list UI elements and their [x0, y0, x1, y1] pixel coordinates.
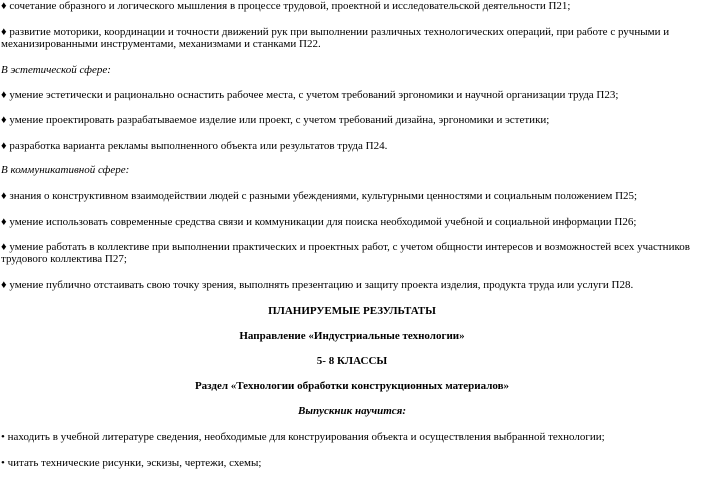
bullet-find-information: • находить в учебной литературе сведения, необходимые для конструирования объекта и осуществления выбранной технологии; — [1, 431, 605, 443]
paragraph-p27-line1: ♦ умение работать в коллективе при выполнении практических и проектных работ, с учетом общности интересов и возможностей всех участников — [1, 241, 690, 253]
paragraph-p22-line2: механизированными инструментами, механизмами и станками П22. — [1, 38, 321, 50]
paragraph-p23: ♦ умение эстетически и рационально оснастить рабочее места, с учетом требований эргономики и научной организации труда П23; — [1, 89, 619, 101]
paragraph-p28: ♦ умение публично отстаивать свою точку зрения, выполнять презентацию и защиту проекта изделия, продукта труда или услуги П28. — [1, 279, 634, 291]
paragraph-p21: ♦ сочетание образного и логического мышления в процессе трудовой, проектной и исследовательской деятельности П21; — [1, 0, 571, 12]
heading-communicative-sphere: В коммуникативной сфере: — [1, 164, 130, 176]
title-graduate-will-learn: Выпускник научится: — [298, 405, 406, 417]
title-grades: 5- 8 КЛАССЫ — [316, 355, 388, 367]
title-planned-results: ПЛАНИРУЕМЫЕ РЕЗУЛЬТАТЫ — [268, 305, 436, 317]
paragraph-design: ♦ умение проектировать разрабатываемое изделие или проект, с учетом требований дизайна, эргономики и эстетики; — [1, 114, 550, 126]
paragraph-p24: ♦ разработка варианта рекламы выполненного объекта или результатов труда П24. — [1, 140, 388, 152]
paragraph-p25: ♦ знания о конструктивном взаимодействии людей с разными убеждениями, культурными ценностями и социальным положением П25; — [1, 190, 638, 202]
paragraph-p27-line2: трудового коллектива П27; — [1, 253, 127, 265]
title-direction: Направление «Индустриальные технологии» — [239, 330, 465, 342]
paragraph-p22-line1: ♦ развитие моторики, координации и точности движений рук при выполнении различных технологических операций, при работе с ручными и — [1, 26, 670, 38]
paragraph-p26: ♦ умение использовать современные средства связи и коммуникации для поиска необходимой учебной и социальной информации П26; — [1, 216, 637, 228]
heading-aesthetic-sphere: В эстетической сфере: — [1, 64, 111, 76]
title-section: Раздел «Технологии обработки конструкционных материалов» — [194, 380, 510, 392]
bullet-read-drawings: • читать технические рисунки, эскизы, чертежи, схемы; — [1, 457, 262, 469]
